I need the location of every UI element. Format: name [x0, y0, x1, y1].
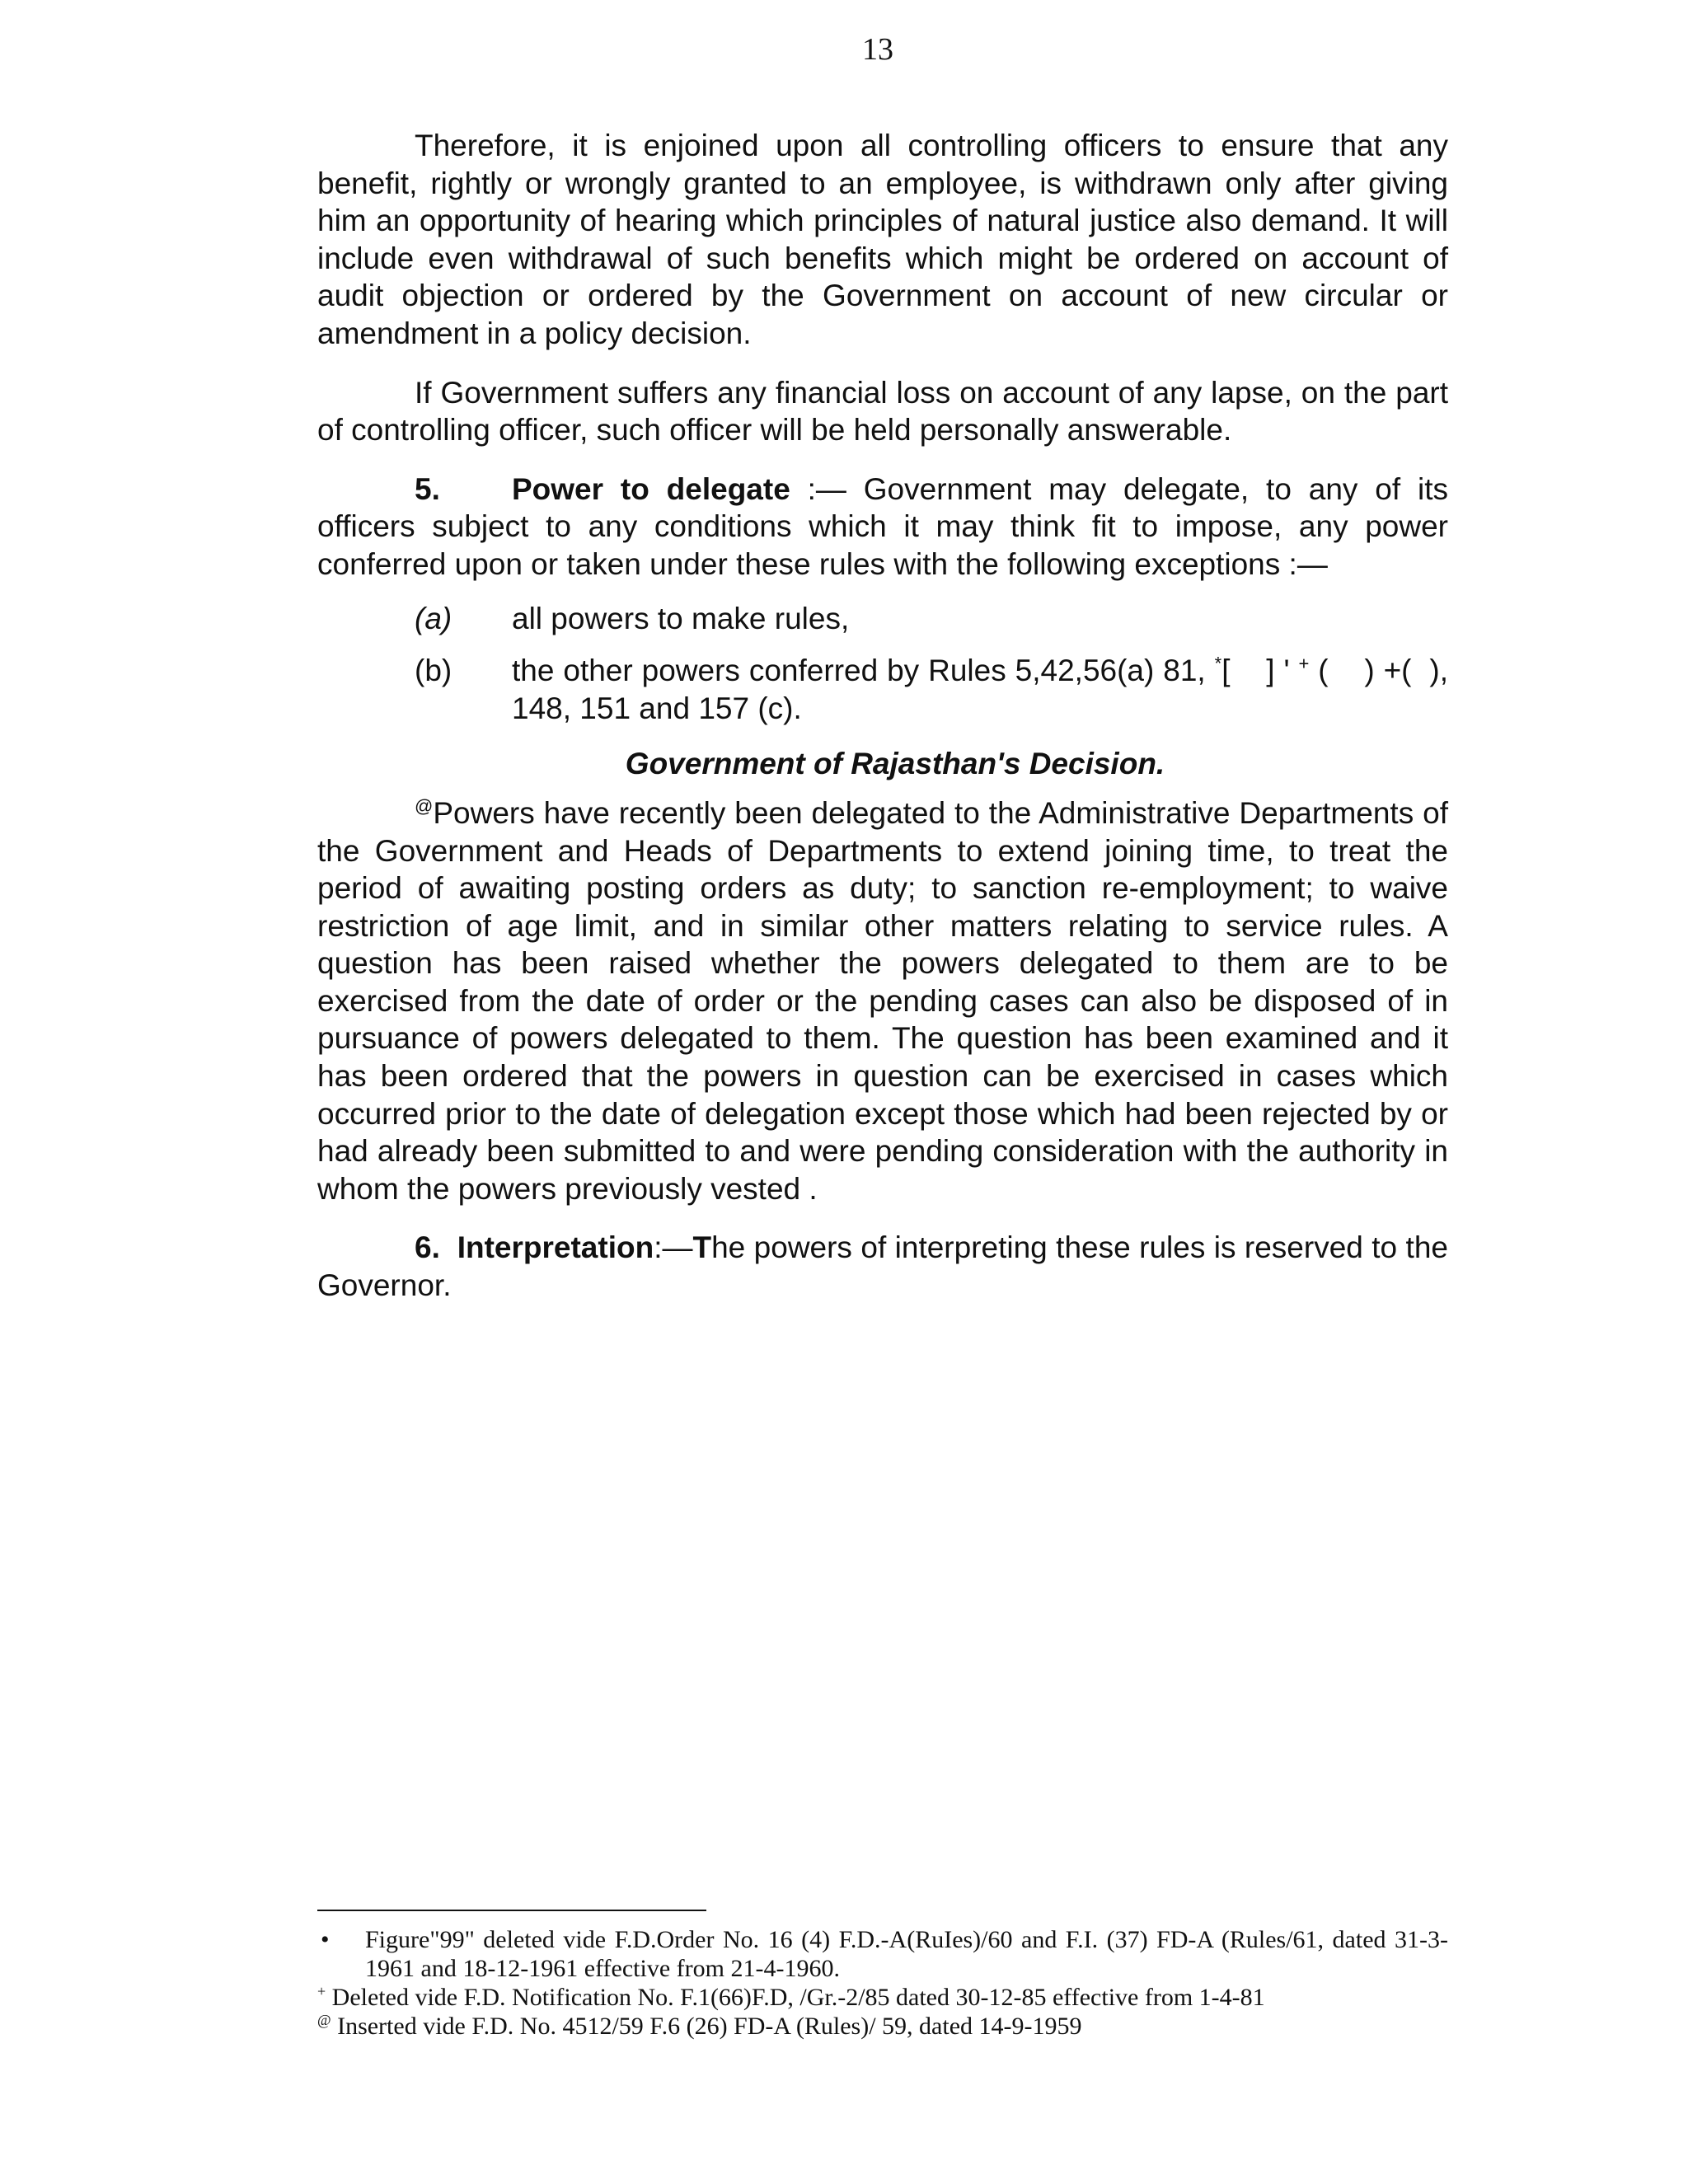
decision-heading: Government of Rajasthan's Decision. — [625, 747, 1165, 781]
page-number: 13 — [862, 32, 893, 67]
document-body — [317, 127, 1457, 1326]
rule-6-separator: :— — [654, 1230, 693, 1265]
footnote-bullet-icon: • — [321, 1926, 330, 1953]
at-footnote-mark: @ — [415, 795, 434, 817]
paragraph-financial-loss: If Government suffers any financial loss on account of any lapse, on the part of controlling officer, such officer will be held personally answerable. — [317, 375, 1448, 448]
rule-6-number: 6. — [415, 1230, 440, 1265]
exception-text-a: all powers to make rules, — [512, 601, 850, 635]
footnote-divider — [317, 1910, 706, 1911]
plus-footnote-mark: + — [1298, 653, 1310, 674]
footnote-at-mark: @ — [317, 2012, 331, 2028]
exception-item-a — [317, 600, 1448, 638]
footnote-text-3: Inserted vide F.D. No. 4512/59 F.6 (26) FD-A (Rules)/ 59, dated 14-9-1959 — [331, 2013, 1082, 2040]
rule-5-number: 5. — [415, 471, 440, 506]
footnote-text-2: Deleted vide F.D. Notification No. F.1(66)F.D, /Gr.-2/85 dated 30-12-85 effective from 1-4-81 — [326, 1984, 1265, 2011]
footnote-inserted — [317, 2012, 1448, 2041]
footnote-text-1: Figure"99" deleted vide F.D.Order No. 16 (4) F.D.-A(RuIes)/60 and F.I. (37) FD-A (Rules/61, dated 31-3-1961 and 18-12-1961 effective from 21-4-1960. — [365, 1926, 1448, 1982]
rule-5-title: Power to delegate — [512, 471, 790, 506]
footnote-figure-99 — [317, 1925, 1448, 1983]
exception-text-b-part3: ( ) +( ), 148, 151 and 157 (c). — [512, 654, 1457, 725]
exception-label-b: (b) — [415, 654, 452, 688]
rule-6-title: Interpretation — [457, 1230, 654, 1265]
exception-text-b-part1: the other powers conferred by Rules 5,42,56(a) 81, — [512, 654, 1215, 688]
exception-text-b-part2: [ ] ' — [1221, 654, 1299, 688]
rule-6-first-letter: T — [692, 1230, 712, 1265]
footnote-deleted — [317, 1983, 1448, 2012]
paragraph-controlling-officers: Therefore, it is enjoined upon all controlling officers to ensure that any benefit, rightly or wrongly granted to an employee, is withdrawn only after giving him an opportunity of hearing which principles of natural justice also demand. It will include even withdrawal of such benefits which might be ordered on account of audit objection or ordered by the Government on account of new circular or amendment in a policy decision. — [317, 129, 1448, 350]
footnotes — [317, 1925, 1448, 2041]
exception-text-b — [512, 652, 1457, 727]
star-footnote-mark: * — [1214, 653, 1222, 674]
rule-5-text: :— Government may delegate, to any of its officers subject to any conditions which it may think fit to impose, any power conferred upon or taken under these rules with the following exceptions :— — [317, 471, 1448, 581]
rule-6-paragraph — [317, 1229, 1448, 1304]
rule-6-text: he powers of interpreting these rules is reserved to the Governor. — [317, 1230, 1448, 1303]
exception-label-a: (a) — [415, 601, 452, 635]
exception-item-b — [317, 652, 1457, 727]
decision-paragraph — [317, 794, 1448, 1208]
rule-5-paragraph — [317, 471, 1448, 583]
footnote-plus-mark: + — [317, 1983, 326, 1999]
decision-text: Powers have recently been delegated to the Administrative Departments of the Government and Heads of Departments to extend joining time, to treat the period of awaiting posting orders as duty; to sanction re-employment; to waive restriction of age limit, and in similar other matters relating to service rules. A question has been raised whether the powers delegated to them are to be exercised from the date of order or the pending cases can also be disposed of in pursuance of powers delegated to them. The question has been examined and it has been ordered that the powers in question can be exercised in cases which occurred prior to the date of delegation except those which had been rejected by or had already been submitted to and were pending consideration with the authority in whom the powers previously vested . — [317, 795, 1448, 1206]
